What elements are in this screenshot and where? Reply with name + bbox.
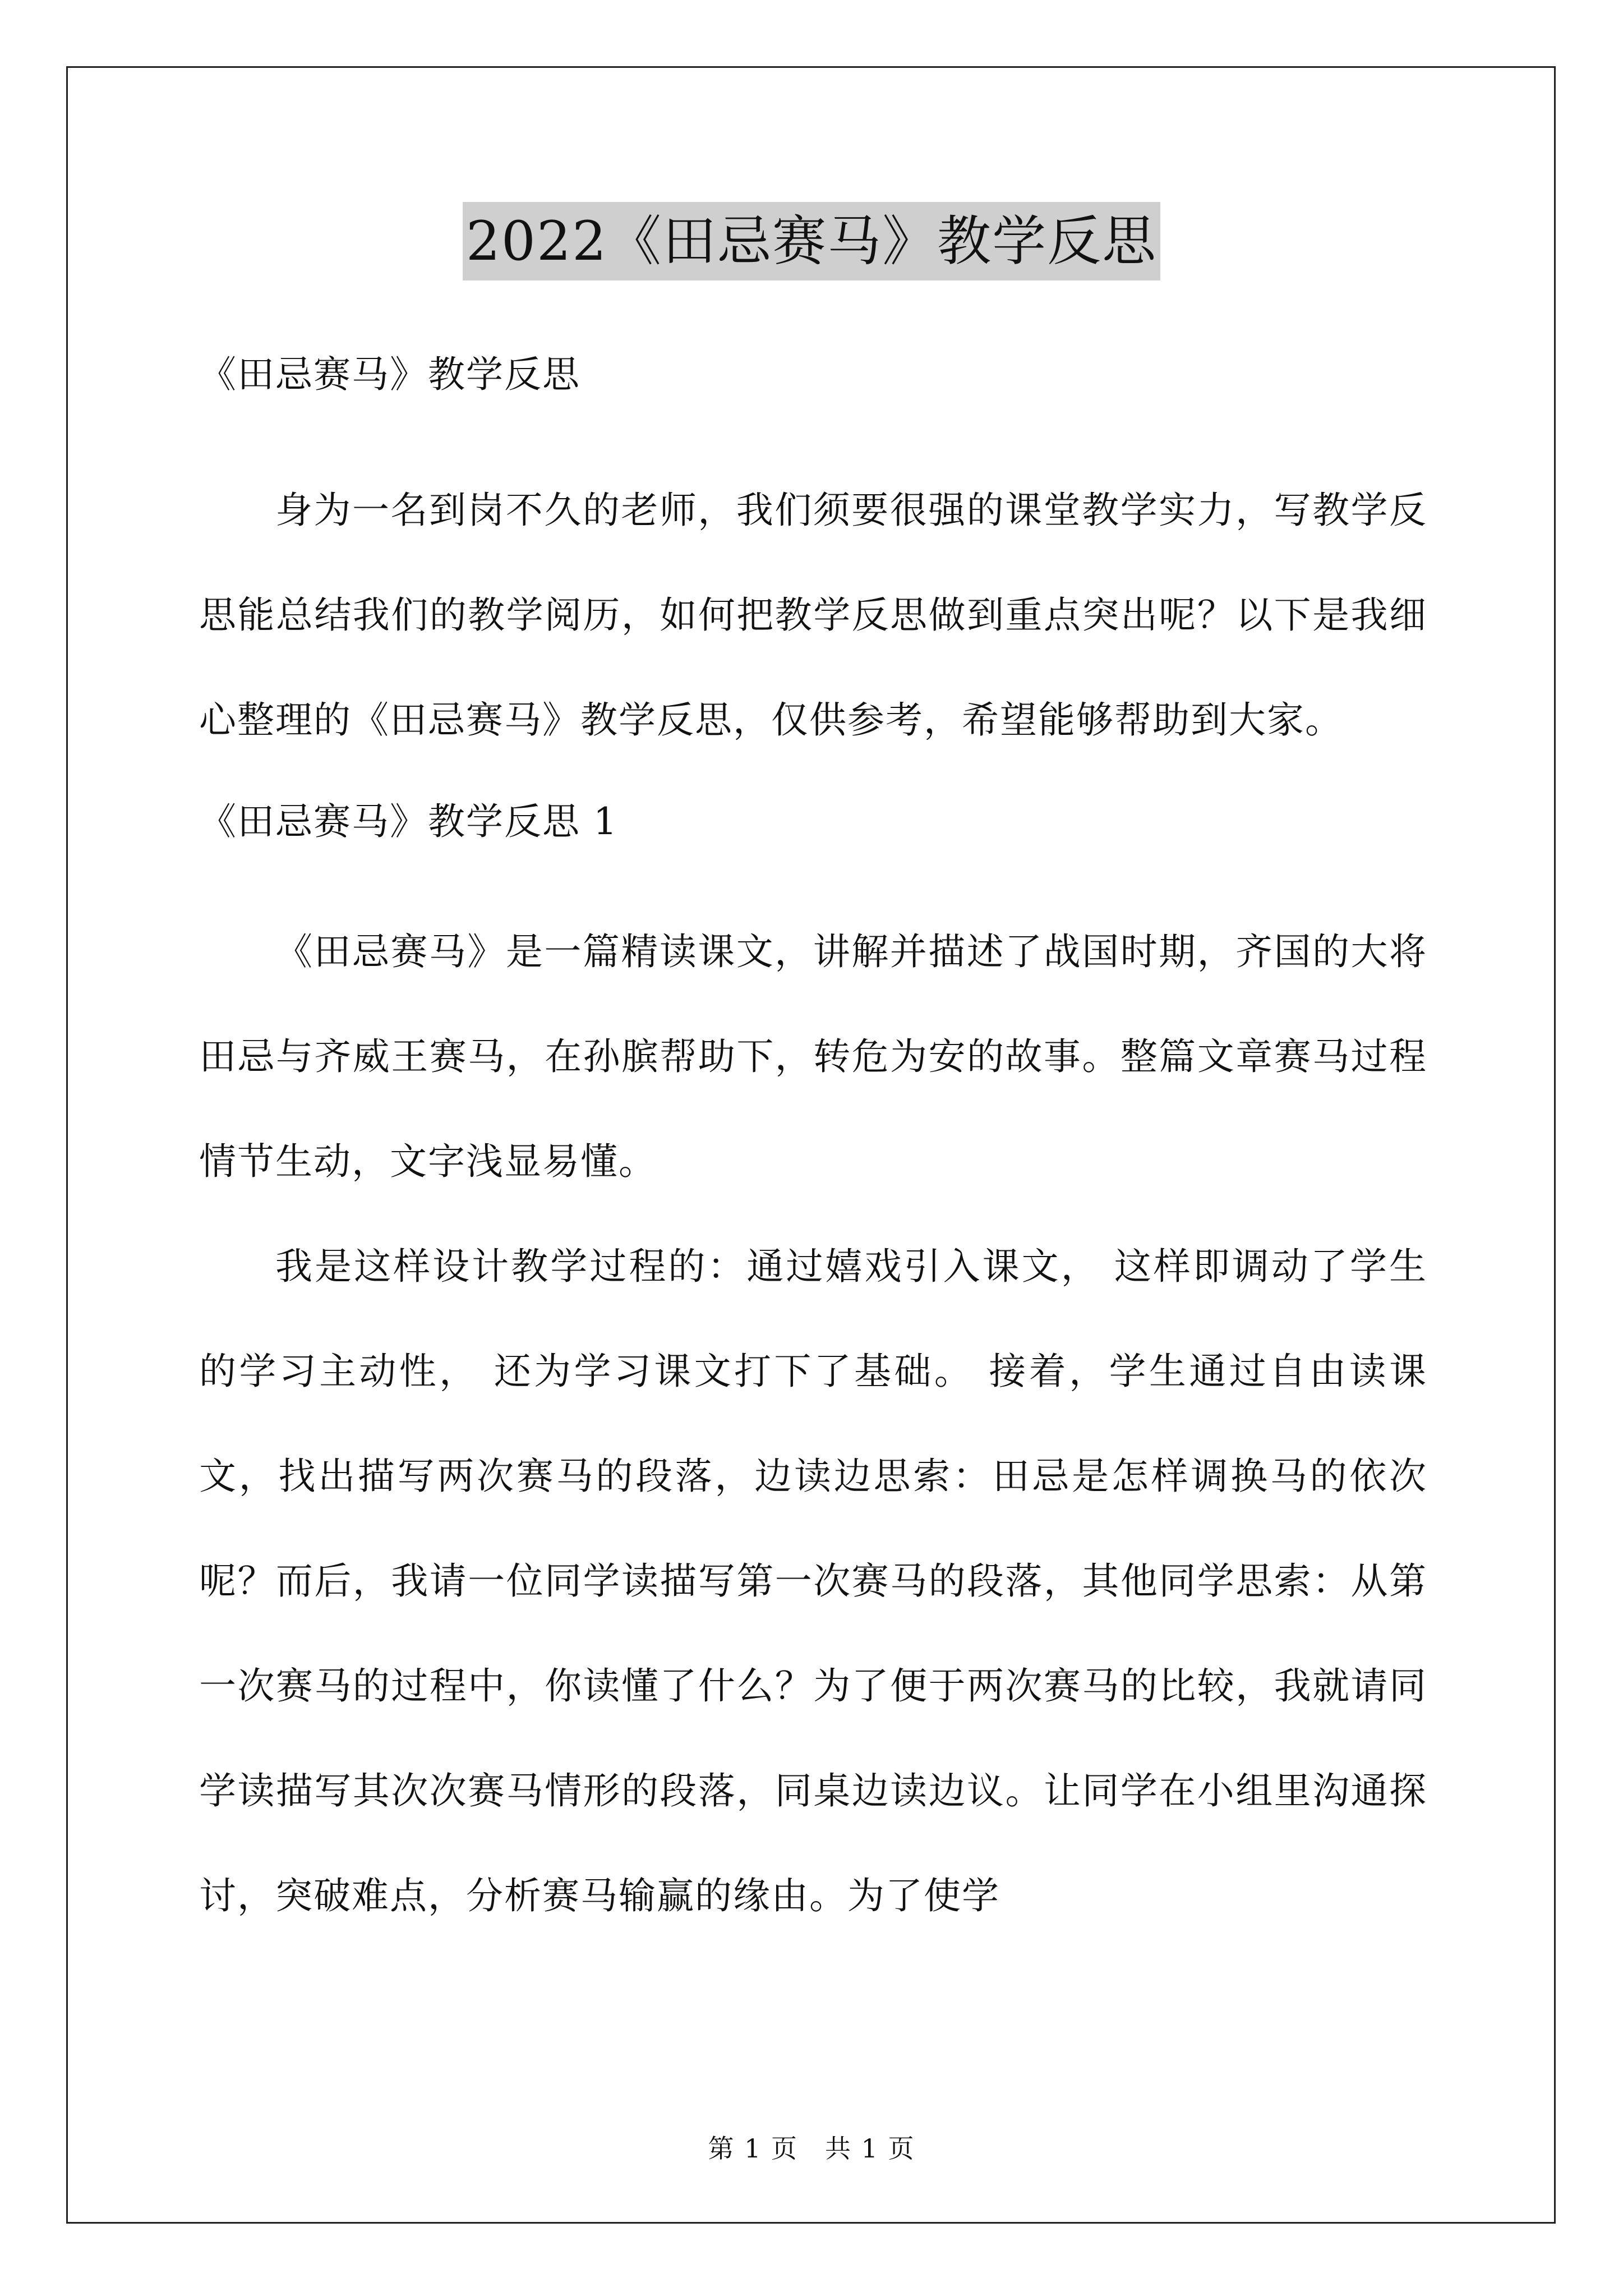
- section-heading: 《田忌赛马》教学反思: [199, 353, 580, 396]
- document-body: [199, 348, 1427, 1948]
- document-title: 2022《田忌赛马》教学反思: [463, 202, 1160, 280]
- section-heading: 《田忌赛马》教学反思 1: [199, 800, 618, 843]
- paragraph: 我是这样设计教学过程的：通过嬉戏引入课文， 这样即调动了学生的学习主动性， 还为学习课文打下了基础。 接着，学生通过自由读课文，找出描写两次赛马的段落，边读边思索：田忌是怎样调换马的依次呢？而后，我请一位同学读描写第一次赛马的段落，其他同学思索：从第一次赛马的过程中，你读懂了什么？为了便于两次赛马的比较，我就请同学读描写其次次赛马情形的段落，同桌边读边议。让同学在小组里沟通探讨，突破难点，分析赛马输赢的缘由。为了使学: [199, 1245, 1427, 1917]
- page-footer: 第 1 页 共 1 页: [708, 2133, 915, 2164]
- paragraph: 身为一名到岗不久的老师，我们须要很强的课堂教学实力，写教学反思能总结我们的教学阅历，如何把教学反思做到重点突出呢？以下是我细心整理的《田忌赛马》教学反思，仅供参考，希望能够帮助到大家。: [199, 489, 1427, 742]
- title-container: [0, 202, 1623, 280]
- paragraph: 《田忌赛马》是一篇精读课文，讲解并描述了战国时期，齐国的大将田忌与齐威王赛马，在孙膑帮助下，转危为安的故事。整篇文章赛马过程情节生动，文字浅显易懂。: [199, 930, 1427, 1183]
